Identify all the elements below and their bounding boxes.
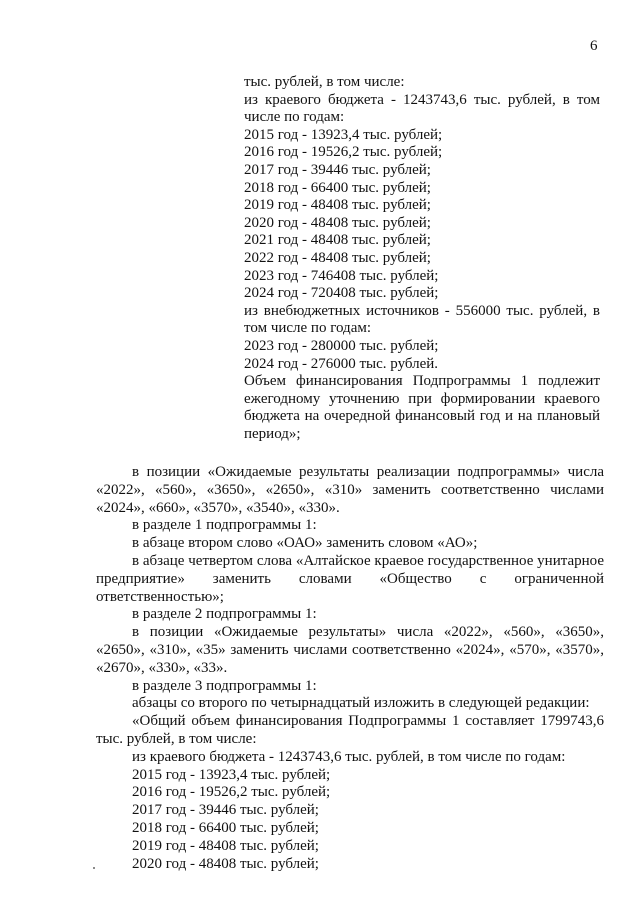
paragraph: в разделе 1 подпрограммы 1:: [132, 517, 317, 534]
year-line: 2023 год - 280000 тыс. рублей;: [244, 337, 439, 354]
year-line: 2024 год - 720408 тыс. рублей;: [244, 285, 439, 302]
page-number: 6: [590, 38, 598, 54]
year-line: 2017 год - 39446 тыс. рублей;: [132, 802, 319, 819]
year-line: 2024 год - 276000 тыс. рублей.: [244, 355, 439, 372]
year-line: 2017 год - 39446 тыс. рублей;: [244, 161, 431, 178]
paragraph: в позиции «Ожидаемые результаты реализации подпрограммы» числа «2022», «560», «3650», «2650», «310» заменить соответственно числами «2024», «660», «3570», «3540», «330».: [96, 464, 604, 516]
year-line: 2022 год - 48408 тыс. рублей;: [244, 249, 431, 266]
paragraph: «Общий объем финансирования Подпрограммы 1 составляет 1799743,6 тыс. рублей, в том числе:: [96, 713, 604, 747]
funding-block: [244, 74, 600, 443]
year-line: 2018 год - 66400 тыс. рублей;: [132, 819, 319, 836]
year-line: 2018 год - 66400 тыс. рублей;: [244, 179, 431, 196]
paragraph: из краевого бюджета - 1243743,6 тыс. рублей, в том числе по годам:: [132, 748, 566, 765]
scan-speck: [93, 867, 95, 869]
amendments-text: [96, 464, 604, 873]
year-line: 2019 год - 48408 тыс. рублей;: [244, 197, 431, 214]
year-line: 2016 год - 19526,2 тыс. рублей;: [244, 144, 443, 161]
year-line: 2015 год - 13923,4 тыс. рублей;: [244, 126, 443, 143]
vnebudget-line: из внебюджетных источников - 556000 тыс. рублей, в том числе по годам:: [244, 302, 600, 337]
year-line: 2020 год - 48408 тыс. рублей;: [132, 855, 319, 872]
year-line: 2020 год - 48408 тыс. рублей;: [244, 214, 431, 231]
paragraph: абзацы со второго по четырнадцатый изложить в следующей редакции:: [132, 695, 590, 712]
year-line: 2023 год - 746408 тыс. рублей;: [244, 267, 439, 284]
year-line: 2016 год - 19526,2 тыс. рублей;: [132, 784, 331, 801]
paragraph: в позиции «Ожидаемые результаты» числа «2022», «560», «3650», «2650», «310», «35» заменить числами соответственно «2024», «570», «3570», «2670», «330», «33».: [96, 624, 604, 676]
funding-intro-line: тыс. рублей, в том числе:: [244, 74, 405, 90]
paragraph: в разделе 2 подпрограммы 1:: [132, 606, 317, 623]
paragraph: в разделе 3 подпрограммы 1:: [132, 677, 317, 694]
paragraph: в абзаце втором слово «ОАО» заменить словом «АО»;: [132, 535, 478, 552]
year-line: 2019 год - 48408 тыс. рублей;: [132, 837, 319, 854]
kraevoy-budget-line: из краевого бюджета - 1243743,6 тыс. рублей, в том числе по годам:: [244, 91, 600, 126]
funding-closing-paragraph: Объем финансирования Подпрограммы 1 подлежит ежегодному уточнению при формировании краевого бюджета на очередной финансовый год и на плановый период»;: [244, 373, 600, 442]
year-line: 2021 год - 48408 тыс. рублей;: [244, 232, 431, 249]
paragraph: в абзаце четвертом слова «Алтайское краевое государственное унитарное предприятие» заменить словами «Общество с ограниченной ответственностью»;: [96, 552, 604, 605]
year-line: 2015 год - 13923,4 тыс. рублей;: [132, 766, 331, 783]
